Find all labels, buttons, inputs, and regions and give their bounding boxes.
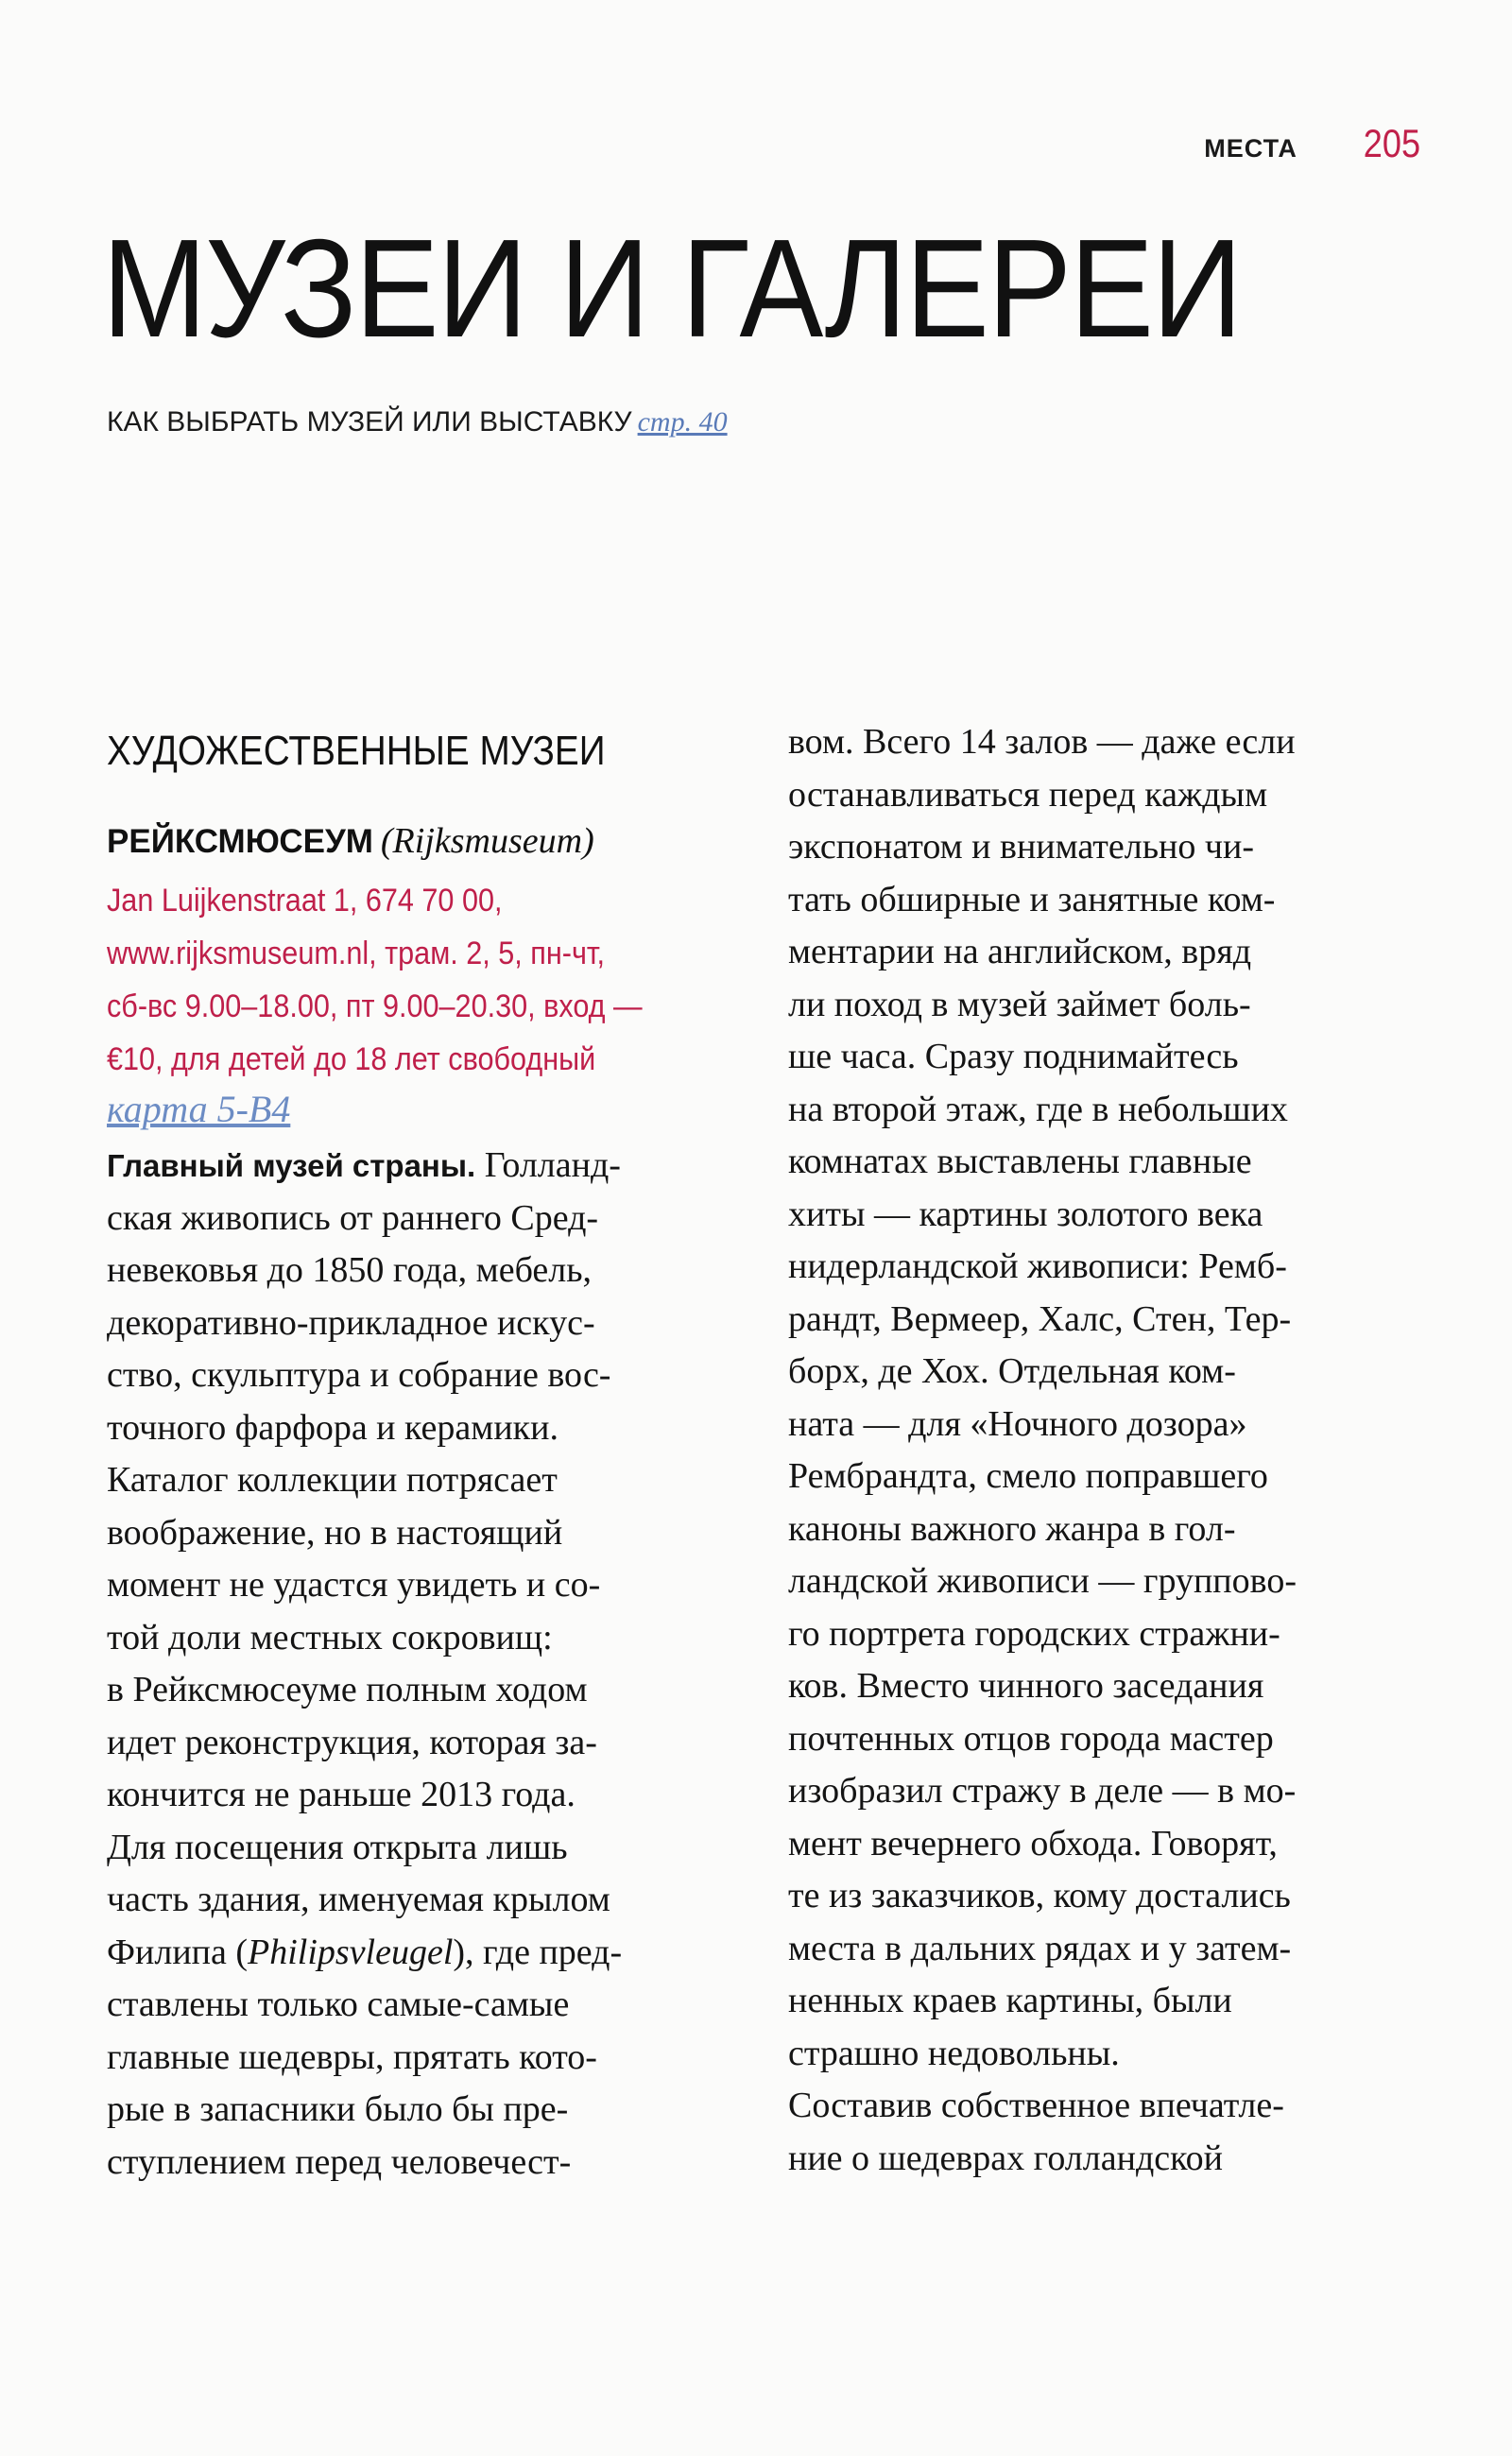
page-number: 205 <box>1363 121 1420 165</box>
body-line: главные шедевры, прятать кото- <box>107 2036 597 2077</box>
body-line: точного фарфора и керамики. <box>107 1407 558 1448</box>
body-line: ская живопись от раннего Сред- <box>107 1197 599 1238</box>
lead-text: Главный музей страны. <box>107 1148 476 1183</box>
body-line: почтенных отцов города мастер <box>788 1718 1274 1759</box>
body-line: Рембрандта, смело поправшего <box>788 1456 1268 1496</box>
body-line: ство, скульптура и собрание вос- <box>107 1355 611 1395</box>
body-line: ше часа. Сразу поднимайтесь <box>788 1037 1239 1076</box>
body-line: рые в запасники было бы пре- <box>107 2089 569 2129</box>
body-line: Составив собственное впечатле- <box>788 2086 1284 2125</box>
body-line: невековья до 1850 года, мебель, <box>107 1250 593 1290</box>
body-line: экспонатом и внимательно чи- <box>788 827 1254 867</box>
body-line: воображение, но в настоящий <box>107 1512 563 1553</box>
body-line: кончится не раньше 2013 года. <box>107 1775 576 1814</box>
section-heading: ХУДОЖЕСТВЕННЫЕ МУЗЕИ <box>107 728 606 774</box>
body-line: Для посещения открыта лишь <box>107 1827 568 1867</box>
running-head <box>1204 121 1420 166</box>
body-line: страшно недовольны. <box>788 2033 1120 2073</box>
body-line: комнатах выставлены главные <box>788 1142 1252 1181</box>
body-line: хиты — картины золотого века <box>788 1194 1263 1234</box>
entry-latin-name: (Rijksmuseum) <box>380 821 594 861</box>
body-line: на второй этаж, где в небольших <box>788 1089 1288 1129</box>
body-line <box>107 1927 622 1980</box>
body-line: рандт, Вермеер, Халс, Стен, Тер- <box>788 1298 1292 1339</box>
philips-italic: Philipsvleugel <box>248 1932 454 1972</box>
info-line: €10, для детей до 18 лет свободный <box>107 1041 596 1077</box>
body-line: ставлены только самые-самые <box>107 1984 570 2024</box>
body-line: в Рейксмюсеуме полным ходом <box>107 1670 588 1709</box>
philips-after: ), где пред- <box>453 1932 623 1972</box>
section-name: МЕСТА <box>1204 134 1297 163</box>
crossref-link[interactable]: стр. 40 <box>637 406 728 438</box>
body-left-column <box>107 1140 622 2189</box>
info-line: www.rijksmuseum.nl, трам. 2, 5, пн-чт, <box>107 936 606 971</box>
page-title: МУЗЕИ И ГАЛЕРЕИ <box>102 211 1242 367</box>
body-right-column <box>788 716 1297 2185</box>
body-line: тать обширные и занятные ком- <box>788 879 1276 919</box>
body-line: ние о шедеврах голландской <box>788 2138 1224 2178</box>
body-line: часть здания, именуемая крылом <box>107 1880 610 1919</box>
body-line: Каталог коллекции потрясает <box>107 1460 558 1500</box>
lead-rest: Голланд- <box>475 1145 621 1185</box>
philips-before: Филипа ( <box>107 1932 249 1972</box>
body-line: ландской живописи — группово- <box>788 1561 1297 1601</box>
info-line: Jan Luijkenstraat 1, 674 70 00, <box>107 883 503 919</box>
body-line: ментарии на английском, вряд <box>788 932 1252 971</box>
body-line: борх, де Хох. Отдельная ком- <box>788 1351 1236 1391</box>
body-line <box>107 1140 622 1193</box>
body-line: вом. Всего 14 залов — даже если <box>788 722 1296 762</box>
body-line: нидерландской живописи: Ремб- <box>788 1246 1287 1286</box>
map-link[interactable]: карта 5-В4 <box>107 1088 291 1130</box>
info-line: сб-вс 9.00–18.00, пт 9.00–20.30, вход — <box>107 988 643 1024</box>
crossref-text: КАК ВЫБРАТЬ МУЗЕЙ ИЛИ ВЫСТАВКУ <box>107 406 632 438</box>
body-line: ната — для «Ночного дозора» <box>788 1403 1247 1444</box>
body-line: ступлением перед человечест- <box>107 2141 572 2182</box>
body-line: те из заказчиков, кому достались <box>788 1876 1291 1915</box>
body-line: ненных краев картины, были <box>788 1981 1232 2020</box>
body-line: останавливаться перед каждым <box>788 774 1268 815</box>
body-line: той доли местных сокровищ: <box>107 1617 553 1657</box>
body-line: места в дальних рядах и у затем- <box>788 1928 1292 1968</box>
body-line: идет реконструкция, которая за- <box>107 1722 597 1762</box>
body-line: мент вечернего обхода. Говорят, <box>788 1823 1278 1863</box>
body-line: го портрета городских стражни- <box>788 1613 1280 1654</box>
entry-name: РЕЙКСМЮСЕУМ <box>107 823 373 860</box>
body-line: изобразил стражу в деле — в мо- <box>788 1771 1297 1811</box>
body-line: ли поход в музей займет боль- <box>788 984 1251 1024</box>
entry-heading <box>107 820 594 862</box>
body-line: момент не удастся увидеть и со- <box>107 1565 601 1605</box>
entry-info <box>107 874 702 1086</box>
body-line: каноны важного жанра в гол- <box>788 1508 1236 1549</box>
body-line: декоративно-прикладное искус- <box>107 1302 595 1343</box>
crossref <box>107 406 728 438</box>
body-line: ков. Вместо чинного заседания <box>788 1666 1264 1706</box>
